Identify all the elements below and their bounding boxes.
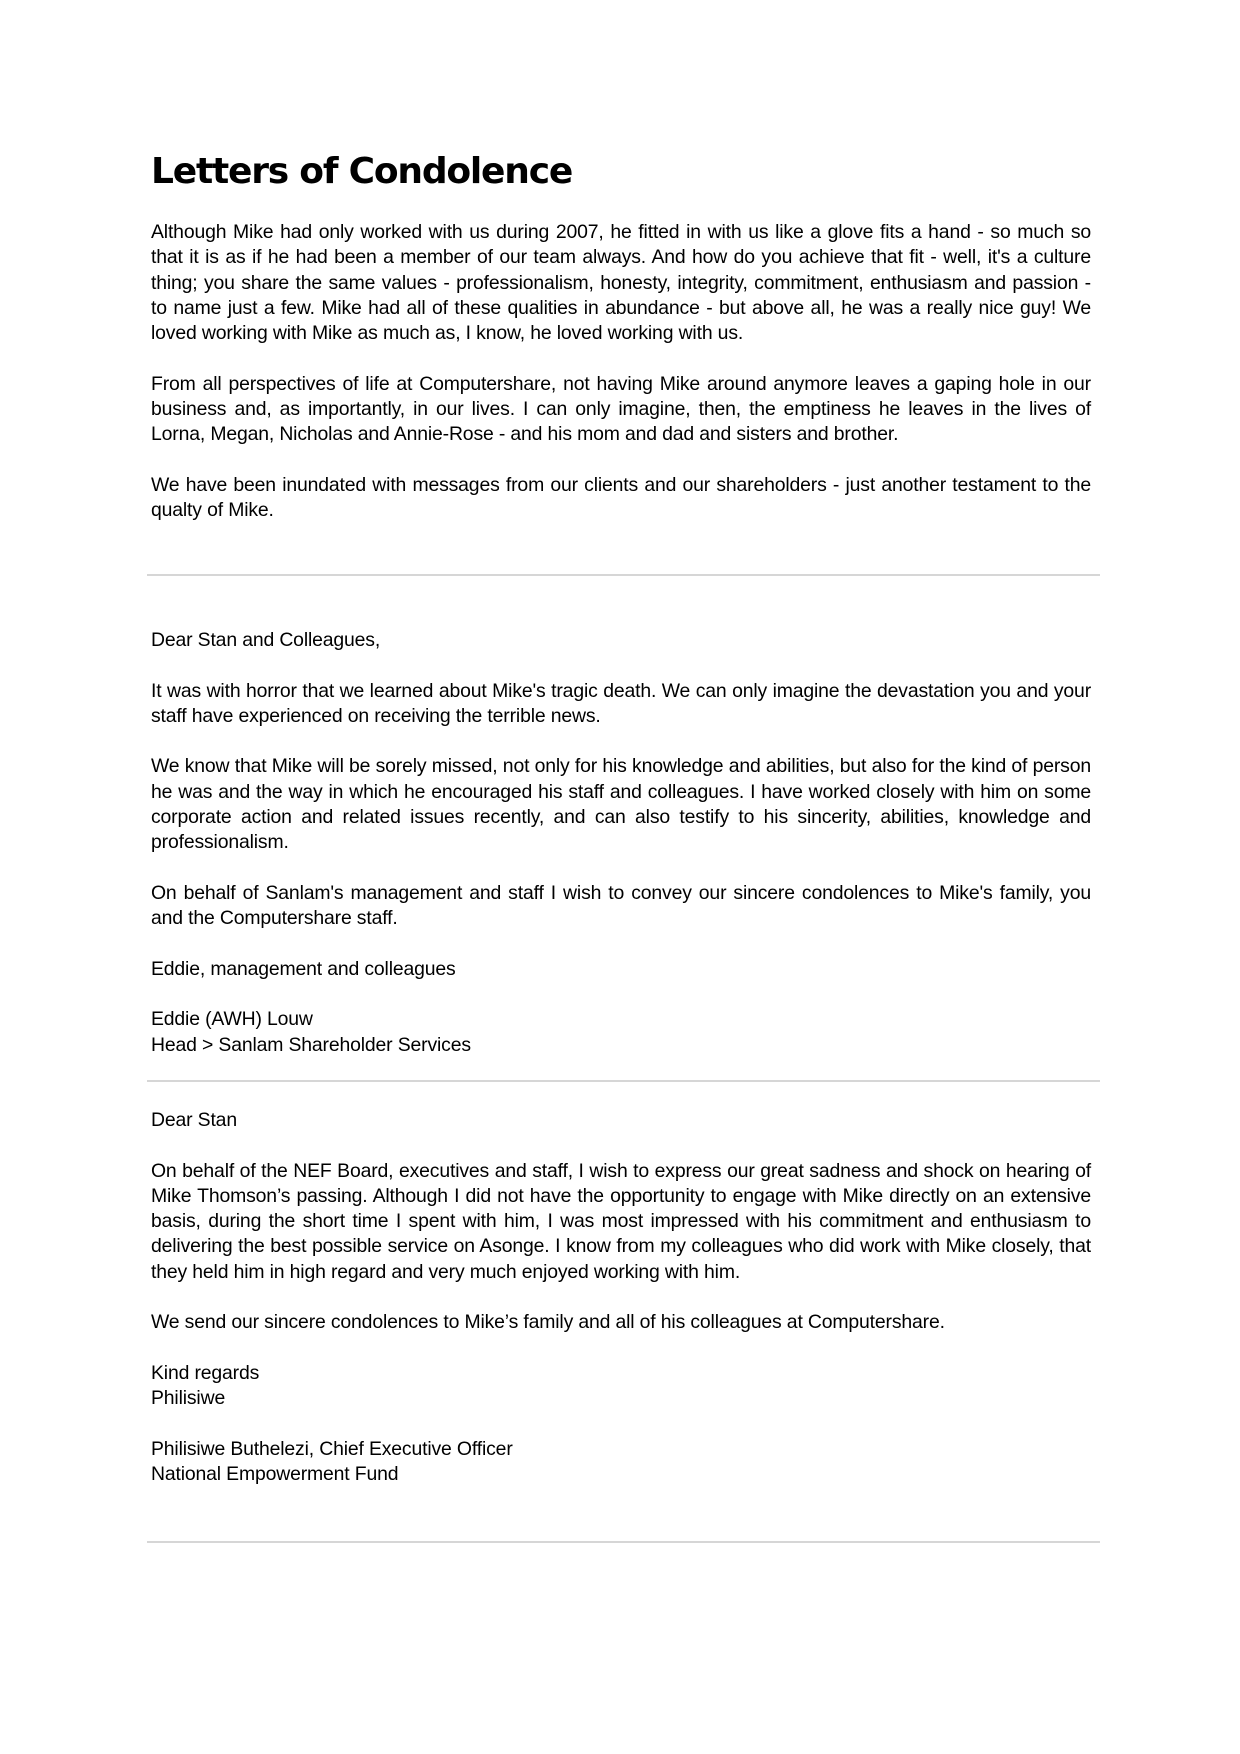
- intro-section: [151, 220, 1091, 524]
- signature-title: Head > Sanlam Shareholder Services: [151, 1033, 471, 1056]
- section-divider: [147, 1080, 1100, 1082]
- intro-paragraph: Although Mike had only worked with us during 2007, he fitted in with us like a glove fits a hand - so much so that it is as if he had been a member of our team always. And how do you achieve that fit - well, it's a culture thing; you share the same values - professionalism, honesty, integrity, commitment, enthusiasm and passion - to name just a few. Mike had all of these qualities in abundance - but above all, he was a really nice guy! We loved working with Mike as much as, I know, he loved working with us.: [151, 221, 1091, 345]
- signature-name: Eddie (AWH) Louw: [151, 1008, 313, 1031]
- letter-closing: Eddie, management and colleagues: [151, 957, 456, 980]
- letter-salutation: Dear Stan: [151, 1109, 237, 1131]
- section-divider: [147, 1541, 1100, 1543]
- signature-org: National Empowerment Fund: [151, 1463, 399, 1486]
- page-title: Letters of Condolence: [151, 151, 573, 192]
- letter-paragraph: We know that Mike will be sorely missed, not only for his knowledge and abilities, but also for the kind of person he was and the way in which he encouraged his staff and colleagues. I have worked closely with him on some corporate action and related issues recently, and can also testify to his sincerity, abilities, knowledge and professionalism.: [151, 755, 1091, 854]
- letter-paragraph: It was with horror that we learned about Mike's tragic death. We can only imagine the devastation you and your staff have experienced on receiving the terrible news.: [151, 679, 1091, 727]
- letter-paragraph: On behalf of the NEF Board, executives and staff, I wish to express our great sadness and shock on hearing of Mike Thomson’s passing. Although I did not have the opportunity to engage with Mike directly on an extensive basis, during the short time I spent with him, I was most impressed with his commitment and enthusiasm to delivering the best possible service on Asonge. I know from my colleagues who did work with Mike closely, that they held him in high regard and very much enjoyed working with him.: [151, 1159, 1091, 1283]
- letter-nef: [151, 1108, 1091, 1487]
- signature-name: Philisiwe Buthelezi, Chief Executive Officer: [151, 1437, 513, 1460]
- letter-paragraph: We send our sincere condolences to Mike’s family and all of his colleagues at Computershare.: [151, 1311, 945, 1334]
- letter-closing: Kind regards: [151, 1361, 260, 1384]
- letter-salutation: Dear Stan and Colleagues,: [151, 629, 381, 651]
- letter-sanlam: [151, 628, 1091, 1058]
- letter-paragraph: On behalf of Sanlam's management and staff I wish to convey our sincere condolences to Mike's family, you and the Computershare staff.: [151, 881, 1091, 930]
- intro-paragraph: We have been inundated with messages from our clients and our shareholders - just another testament to the qualty of Mike.: [151, 473, 1091, 522]
- intro-paragraph: From all perspectives of life at Computershare, not having Mike around anymore leaves a gaping hole in our business and, as importantly, in our lives. I can only imagine, then, the emptiness he leaves in the lives of Lorna, Megan, Nicholas and Annie-Rose - and his mom and dad and sisters and brother.: [151, 372, 1091, 446]
- section-divider: [147, 574, 1100, 576]
- letter-closing-name: Philisiwe: [151, 1387, 226, 1410]
